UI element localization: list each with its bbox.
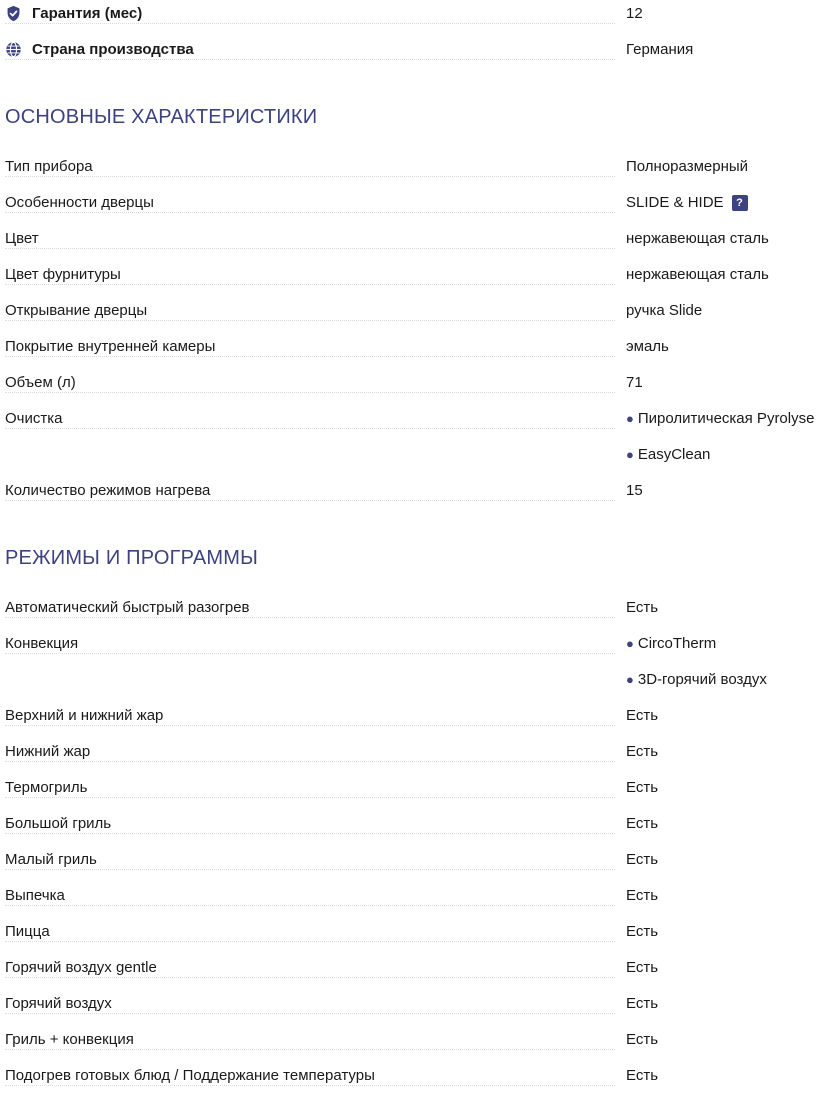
- spec-value: эмаль: [626, 338, 669, 355]
- spec-label: Верхний и нижний жар: [5, 707, 169, 724]
- dotted-leader: [5, 725, 615, 726]
- dotted-leader: [5, 905, 615, 906]
- spec-row: [5, 403, 833, 439]
- spec-list-item: ● 3D-горячий воздух: [626, 671, 767, 688]
- spec-label: Тип прибора: [5, 158, 99, 175]
- dotted-leader: [5, 356, 615, 357]
- spec-label: Открывание дверцы: [5, 302, 153, 319]
- spec-row-continuation: [5, 439, 833, 475]
- spec-value: Полноразмерный: [626, 158, 749, 175]
- spec-label: Конвекция: [5, 635, 84, 652]
- dotted-leader: [5, 617, 615, 618]
- spec-row: [5, 988, 833, 1024]
- help-icon[interactable]: ?: [732, 195, 748, 211]
- spec-value: Есть: [626, 995, 659, 1012]
- spec-label: Горячий воздух gentle: [5, 959, 163, 976]
- spec-label: Цвет: [5, 230, 45, 247]
- spec-value: Есть: [626, 599, 659, 616]
- spec-label: Горячий воздух: [5, 995, 118, 1012]
- spec-value: Германия: [626, 41, 694, 58]
- spec-value: Есть: [626, 887, 659, 904]
- spec-row: [5, 367, 833, 403]
- spec-row: [5, 880, 833, 916]
- section-title-main-specs: ОСНОВНЫЕ ХАРАКТЕРИСТИКИ: [5, 106, 318, 128]
- spec-value-with-help: [626, 194, 748, 211]
- spec-row-warranty: [5, 0, 833, 34]
- dotted-leader: [5, 869, 615, 870]
- dotted-leader: [5, 797, 615, 798]
- spec-row: [5, 736, 833, 772]
- spec-label: Выпечка: [5, 887, 71, 904]
- spec-row: [5, 628, 833, 664]
- spec-row-continuation: [5, 664, 833, 700]
- spec-row: [5, 475, 833, 511]
- spec-list-item: ● CircoTherm: [626, 635, 717, 652]
- spec-value: нержавеющая сталь: [626, 266, 769, 283]
- spec-row: [5, 295, 833, 331]
- dotted-leader: [5, 941, 615, 942]
- spec-row: [5, 952, 833, 988]
- spec-row: [5, 592, 833, 628]
- spec-label: Цвет фурнитуры: [5, 266, 127, 283]
- spec-row: [5, 151, 833, 187]
- spec-value: SLIDE & HIDE: [626, 194, 724, 211]
- section-title-modes: РЕЖИМЫ И ПРОГРАММЫ: [5, 547, 259, 569]
- spec-label: Нижний жар: [5, 743, 96, 760]
- spec-value: Есть: [626, 1031, 659, 1048]
- spec-label: Особенности дверцы: [5, 194, 160, 211]
- spec-row: [5, 772, 833, 808]
- dotted-leader: [5, 833, 615, 834]
- spec-row: [5, 844, 833, 880]
- dotted-leader: [5, 1013, 615, 1014]
- dotted-leader: [5, 1085, 615, 1086]
- dotted-leader: [5, 248, 615, 249]
- spec-row: [5, 331, 833, 367]
- dotted-leader: [5, 320, 615, 321]
- spec-list-item: ● Пиролитическая Pyrolyse: [626, 410, 815, 427]
- spec-value: Есть: [626, 923, 659, 940]
- dotted-leader: [5, 23, 615, 24]
- bullet-icon: ●: [626, 447, 634, 462]
- spec-value: Есть: [626, 779, 659, 796]
- spec-label: Очистка: [5, 410, 68, 427]
- spec-label: Термогриль: [5, 779, 93, 796]
- bullet-icon: ●: [626, 411, 634, 426]
- spec-row-country: [5, 34, 833, 70]
- dotted-leader: [5, 428, 615, 429]
- spec-label: Страна производства: [32, 41, 200, 58]
- shield-check-icon: [5, 5, 22, 22]
- spec-row: [5, 1060, 833, 1096]
- spec-value: 15: [626, 482, 643, 499]
- spec-label: Подогрев готовых блюд / Поддержание температуры: [5, 1067, 381, 1084]
- dotted-leader: [5, 500, 615, 501]
- spec-label: Объем (л): [5, 374, 82, 391]
- spec-value: Есть: [626, 707, 659, 724]
- dotted-leader: [5, 761, 615, 762]
- spec-row: [5, 1024, 833, 1060]
- spec-row: [5, 187, 833, 223]
- spec-label: Пицца: [5, 923, 56, 940]
- spec-value: Есть: [626, 815, 659, 832]
- spec-value: 12: [626, 5, 643, 22]
- dotted-leader: [5, 392, 615, 393]
- spec-row: [5, 223, 833, 259]
- spec-value: ручка Slide: [626, 302, 703, 319]
- spec-value: нержавеющая сталь: [626, 230, 769, 247]
- spec-list-item: ● EasyClean: [626, 446, 711, 463]
- spec-row: [5, 259, 833, 295]
- dotted-leader: [5, 284, 615, 285]
- spec-label: Гарантия (мес): [32, 5, 148, 22]
- bullet-icon: ●: [626, 636, 634, 651]
- dotted-leader: [5, 653, 615, 654]
- spec-row: [5, 808, 833, 844]
- spec-value: Есть: [626, 851, 659, 868]
- spec-value: 71: [626, 374, 643, 391]
- dotted-leader: [5, 176, 615, 177]
- spec-value: Есть: [626, 959, 659, 976]
- spec-row: [5, 916, 833, 952]
- bullet-icon: ●: [626, 672, 634, 687]
- spec-value: Есть: [626, 743, 659, 760]
- spec-label: Покрытие внутренней камеры: [5, 338, 221, 355]
- dotted-leader: [5, 59, 615, 60]
- globe-icon: [5, 41, 22, 58]
- dotted-leader: [5, 977, 615, 978]
- spec-value: Есть: [626, 1067, 659, 1084]
- spec-label: Малый гриль: [5, 851, 103, 868]
- spec-label: Количество режимов нагрева: [5, 482, 216, 499]
- spec-label: Большой гриль: [5, 815, 117, 832]
- spec-label: Гриль + конвекция: [5, 1031, 140, 1048]
- dotted-leader: [5, 1049, 615, 1050]
- dotted-leader: [5, 212, 615, 213]
- spec-row: [5, 700, 833, 736]
- spec-label: Автоматический быстрый разогрев: [5, 599, 256, 616]
